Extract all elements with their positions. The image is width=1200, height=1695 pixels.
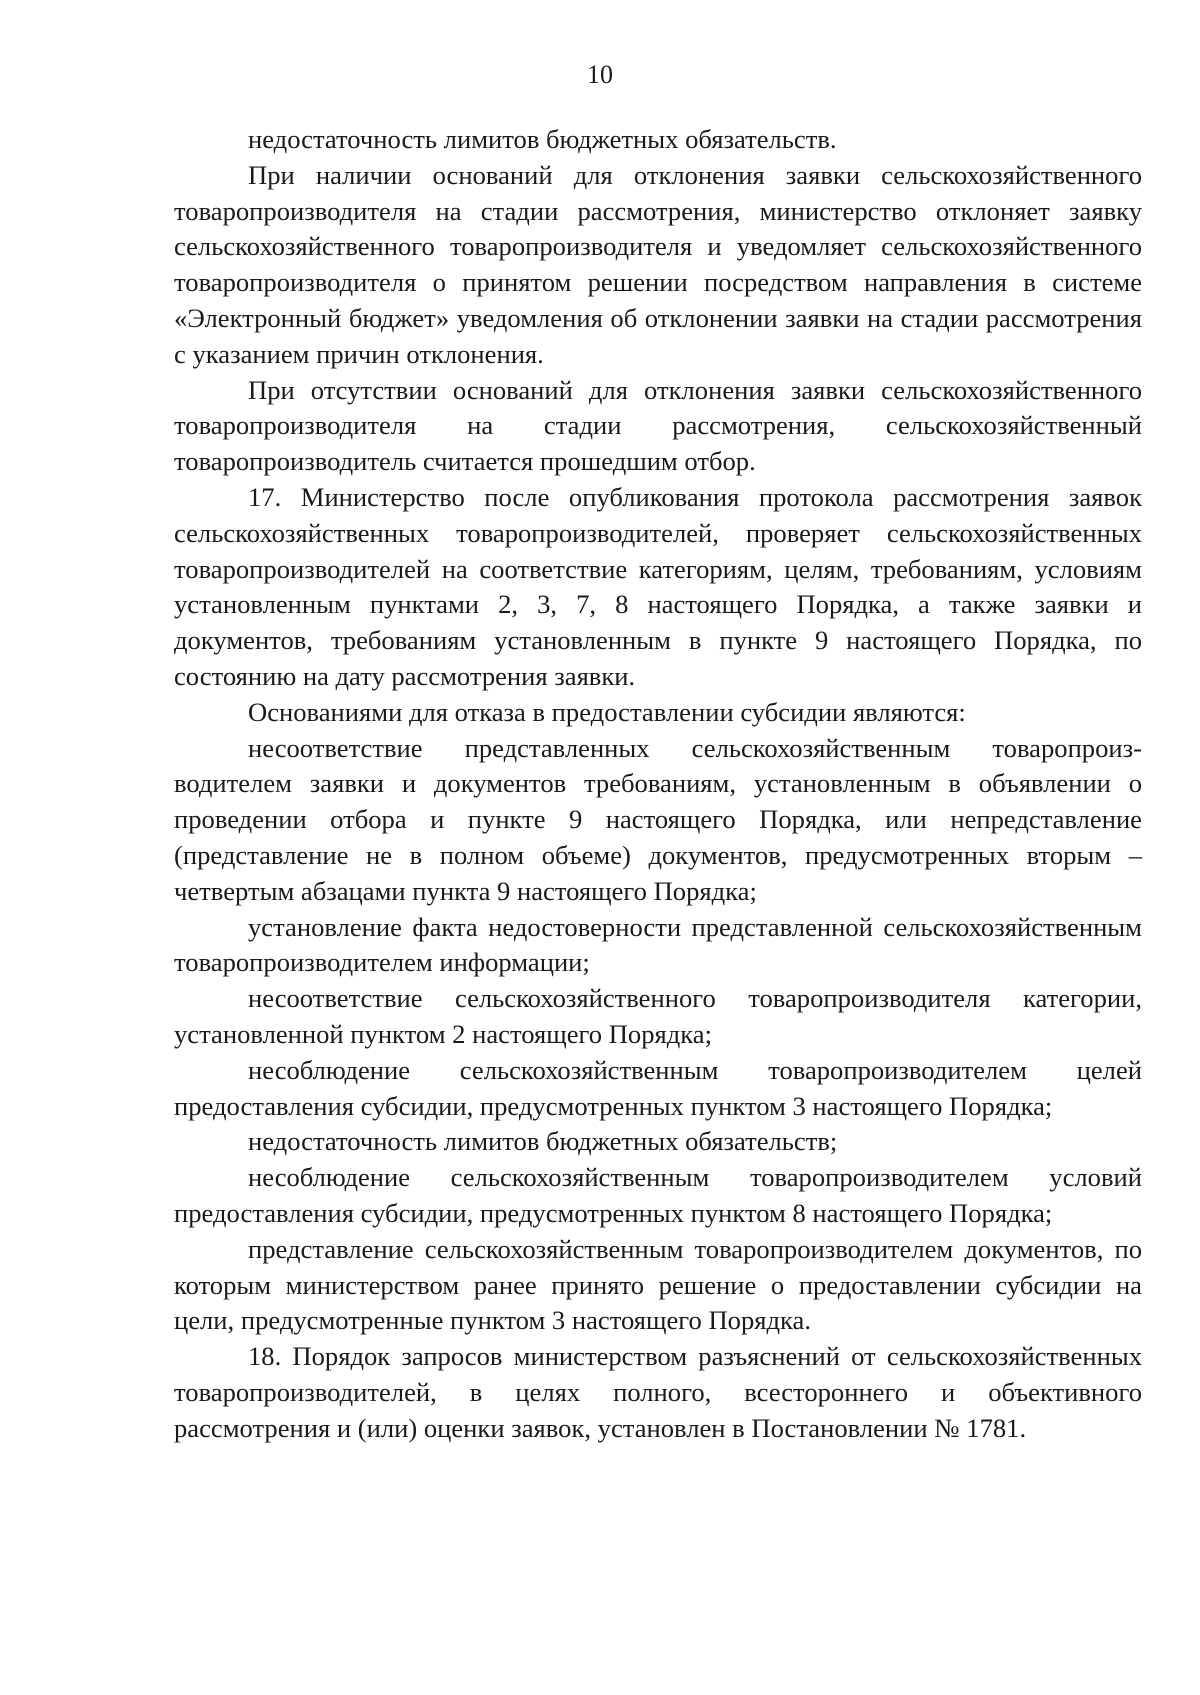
paragraph-rejection-grounds: При наличии оснований для отклонения заявки сельскохозяйственного товаропроизводителя на стадии рассмотрения, министерство отклоняет заявку сельскохозяйственного товаропроизводителя и уведомляет сельскохозяйственного товаропроизводителя о принятом решении посредством направления в системе «Электронный бюджет» уведомления об отклонении заявки на стадии рассмотрения с указанием причин отклонения. bbox=[174, 159, 1142, 369]
paragraph-refusal-grounds-intro: Основаниями для отказа в предоставлении субсидии являются: bbox=[248, 696, 966, 727]
paragraph-item-17: 17. Министерство после опубликования протокола рассмотрения заявок сельскохозяйственных товаропроизводителей, проверяет сельскохозяйственных товаропроизводителей на соответствие категориям, целям, требованиям, условиям установленным пунктами 2, 3, 7, 8 настоящего Порядка, а также заявки и документов, требованиям установленным в пункте 9 настоящего Порядка, по состоянию на дату рассмотрения заявки. bbox=[174, 481, 1142, 691]
paragraph-refusal-false-information: установление факта недостоверности представленной сельскохозяйственным товаропроизводителем информации; bbox=[174, 911, 1142, 978]
page-number: 10 bbox=[587, 60, 613, 89]
paragraph-refusal-nonconformity-documents: несоответствие представленных сельскохозяйственным товаропроизводителем заявки и документов требованиям, установленным в объявлении о проведении отбора и пункте 9 настоящего Порядка, или непредставление (представление не в полном объеме) документов, предусмотренных вторым – четвертым абзацами пункта 9 настоящего Порядка; bbox=[174, 732, 1142, 906]
paragraph-refusal-goals: несоблюдение сельскохозяйственным товаропроизводителем целей предоставления субсидии, предусмотренных пунктом 3 настоящего Порядка; bbox=[174, 1054, 1142, 1121]
paragraph-passed-selection: При отсутствии оснований для отклонения заявки сельскохозяйственного товаропроизводителя на стадии рассмотрения, сельскохозяйственный товаропроизводитель считается прошедшим отбор. bbox=[174, 374, 1142, 477]
paragraph-refusal-duplicate-documents: представление сельскохозяйственным товаропроизводителем документов, по которым министерством ранее принято решение о предоставлении субсидии на цели, предусмотренные пунктом 3 настоящего Порядка. bbox=[174, 1233, 1142, 1336]
document-body bbox=[174, 122, 1142, 1446]
paragraph-refusal-conditions: несоблюдение сельскохозяйственным товаропроизводителем условий предоставления субсидии, предусмотренных пунктом 8 настоящего Порядка; bbox=[174, 1162, 1142, 1228]
paragraph-refusal-category: несоответствие сельскохозяйственного товаропроизводителя категории, установленной пунктом 2 настоящего Порядка; bbox=[174, 983, 1142, 1049]
paragraph-item-18: 18. Порядок запросов министерством разъяснений от сельскохозяйственных товаропроизводителей, в целях полного, всестороннего и объективного рассмотрения и (или) оценки заявок, установлен в Постановлении № 1781. bbox=[174, 1341, 1142, 1443]
paragraph-refusal-budget-limits: недостаточность лимитов бюджетных обязательств; bbox=[248, 1126, 838, 1157]
paragraph-budget-limits-continuation: недостаточность лимитов бюджетных обязательств. bbox=[248, 124, 837, 154]
